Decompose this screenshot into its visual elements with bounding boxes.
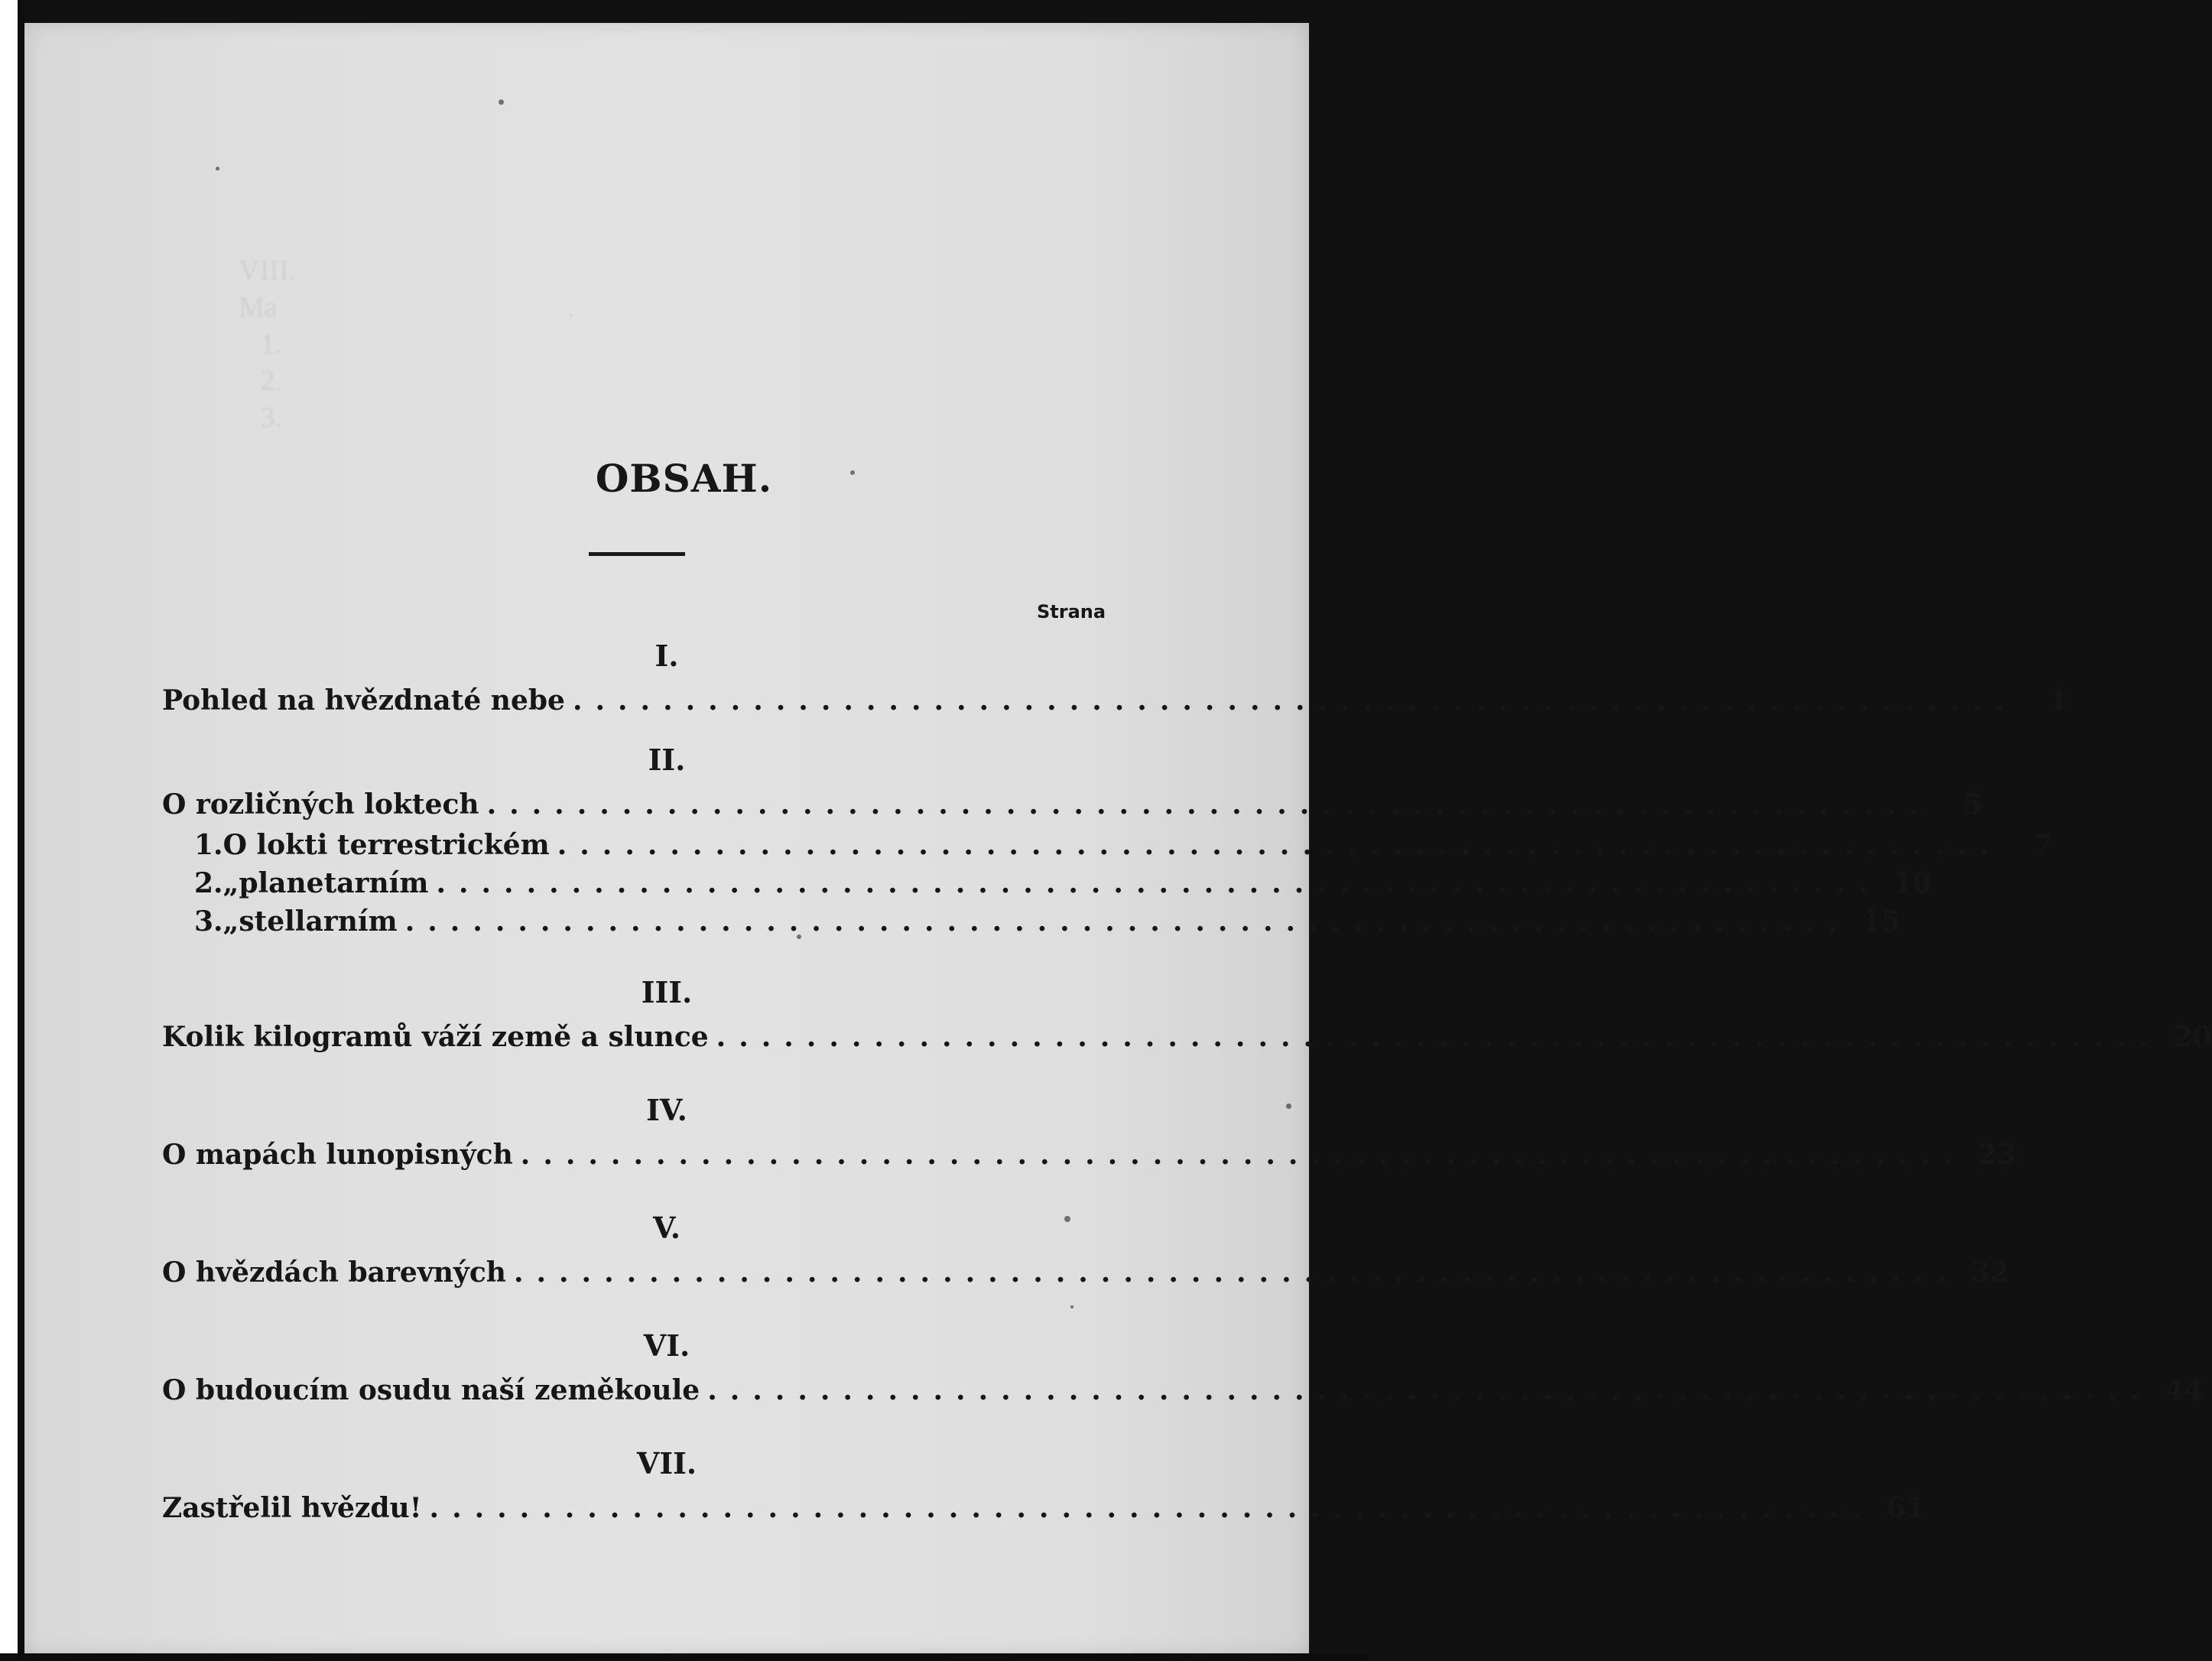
- toc-section-3: [162, 970, 2212, 1058]
- dot-leader: ................................................................: [513, 1256, 1960, 1289]
- toc-section-5: [162, 1205, 2010, 1294]
- toc-section-4: [162, 1087, 2016, 1176]
- dot-leader: ................................................................: [572, 684, 2019, 717]
- subentry-page-number: 7: [2033, 829, 2053, 861]
- entry-page-number: 23: [1977, 1139, 2016, 1171]
- toc-section-7: [162, 1441, 1925, 1529]
- section-numeral: VII.: [636, 1446, 697, 1481]
- dot-leader: ................................................................: [436, 867, 1882, 899]
- dot-leader: ................................................................: [486, 788, 1932, 821]
- title-rule: [589, 552, 685, 556]
- section-gap: [162, 1176, 1118, 1205]
- entry-title: Kolik kilogramů váží země a slunce: [162, 1021, 709, 1053]
- toc-subentry: [162, 826, 2053, 864]
- toc-entry: [162, 783, 1983, 826]
- toc-entry: [162, 1251, 2010, 1294]
- entry-page-number: 32: [1970, 1256, 2010, 1289]
- subentry-number: 3.: [194, 905, 223, 938]
- section-numeral: VI.: [643, 1328, 690, 1363]
- subentry-title: O lokti terrestrickém: [222, 829, 550, 861]
- page-column-label: Strana: [1037, 601, 1106, 622]
- toc-entry: [162, 1487, 1925, 1529]
- subentry-title: stellarním: [239, 905, 398, 938]
- show-through-text: VIII. Ma . 1. 2. 3.: [239, 255, 576, 434]
- subentry-number: 1.: [194, 829, 223, 861]
- entry-title: O hvězdách barevných: [162, 1256, 506, 1289]
- section-numeral: III.: [641, 975, 693, 1009]
- paper-speck: [216, 167, 219, 171]
- paper-speck: [499, 99, 504, 105]
- dot-leader: ................................................................: [520, 1139, 1966, 1171]
- section-numeral: IV.: [646, 1093, 687, 1127]
- toc-entry: [162, 1016, 2212, 1058]
- paper-speck: [1286, 1104, 1291, 1109]
- section-gap: [162, 1294, 1118, 1323]
- entry-page-number: 44: [2165, 1374, 2204, 1406]
- ditto-mark: „: [222, 905, 239, 938]
- page-title: OBSAH.: [595, 456, 773, 501]
- toc-subentry: [162, 902, 1901, 941]
- toc-section-2: [162, 737, 2053, 941]
- section-numeral: I.: [655, 639, 679, 673]
- dot-leader: ................................................................: [716, 1021, 2162, 1053]
- entry-page-number: 1: [2049, 684, 2069, 717]
- entry-page-number: 61: [1886, 1492, 1925, 1524]
- toc-entry: [162, 679, 2069, 722]
- toc-entry: [162, 1133, 2016, 1176]
- dot-leader: ................................................................: [707, 1374, 2153, 1406]
- toc-subentry: [162, 864, 1932, 902]
- entry-page-number: 5: [1963, 788, 1983, 821]
- table-of-contents: [162, 633, 2212, 1529]
- left-binding-edge: [0, 0, 24, 1661]
- entry-title: Pohled na hvězdnaté nebe: [162, 684, 565, 717]
- toc-entry: [162, 1369, 2204, 1412]
- dot-leader: ................................................................: [429, 1492, 1875, 1524]
- bottom-scan-edge: [0, 1653, 1368, 1661]
- section-gap: [162, 1058, 1118, 1087]
- ditto-mark: „: [222, 867, 239, 899]
- section-gap: [162, 722, 1118, 737]
- entry-title: O rozličných loktech: [162, 788, 479, 821]
- toc-section-1: [162, 633, 2069, 722]
- subentry-title: planetarním: [239, 867, 429, 899]
- toc-section-6: [162, 1323, 2204, 1412]
- section-gap: [162, 1412, 1118, 1441]
- section-numeral: V.: [652, 1211, 681, 1245]
- dot-leader: ................................................................: [557, 829, 2002, 861]
- entry-title: O mapách lunopisných: [162, 1139, 513, 1171]
- entry-title: O budoucím osudu naší zeměkoule: [162, 1374, 700, 1406]
- entry-title: Zastřelil hvězdu!: [162, 1492, 422, 1524]
- entry-page-number: 20: [2173, 1021, 2212, 1053]
- section-numeral: II.: [648, 743, 686, 777]
- dot-leader: ................................................................: [404, 905, 1850, 938]
- subentry-page-number: 10: [1893, 867, 1932, 899]
- subentry-page-number: 15: [1862, 905, 1901, 938]
- section-gap: [162, 941, 1118, 970]
- subentry-number: 2.: [194, 867, 223, 899]
